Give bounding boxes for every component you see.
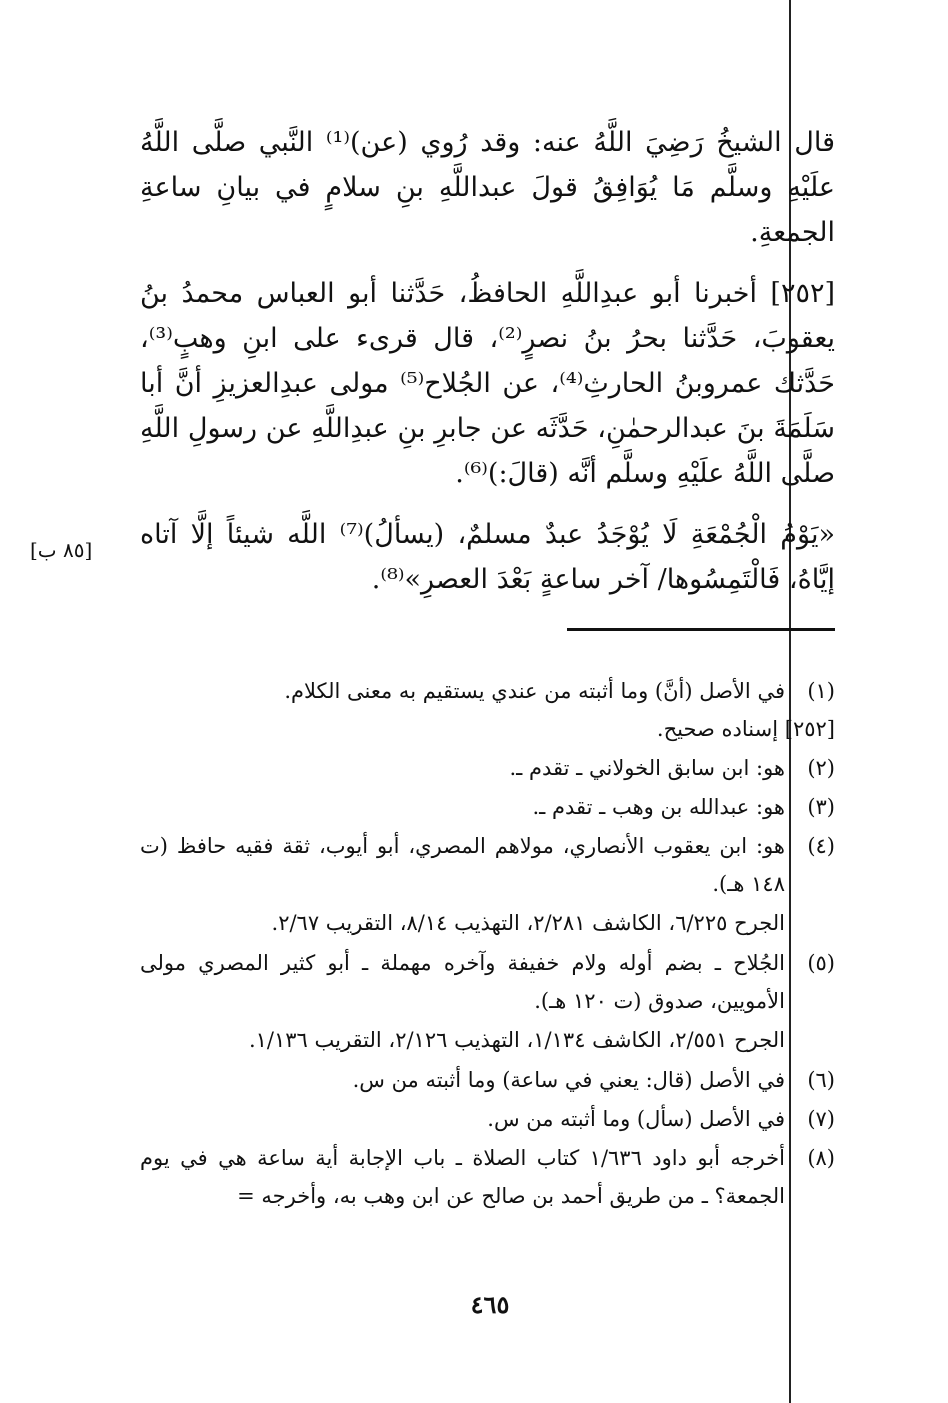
footnote-4 [140, 827, 835, 903]
footnote-7 [140, 1100, 835, 1138]
footnote-separator [567, 628, 835, 631]
footnote-text: هو: ابن سابق الخولاني ـ تقدم ـ. [509, 756, 785, 780]
footnote-text: هو: عبدالله بن وهب ـ تقدم ـ. [532, 795, 785, 819]
footnote-text: في الأصل (سأل) وما أثبته من س. [487, 1107, 785, 1131]
footnote-number: (٢) [807, 756, 835, 780]
footnote-1 [140, 672, 835, 710]
margin-folio-note: [٨٥ ب] [30, 538, 93, 562]
footnote-text: في الأصل (قال: يعني في ساعة) وما أثبته من س. [352, 1068, 785, 1092]
footnote-text: أخرجه أبو داود ١/٦٣٦ كتاب الصلاة ـ باب الإجابة أية ساعة هي في يوم الجمعة؟ ـ من طريق أحمد بن صالح عن ابن وهب به، وأخرجه = [140, 1146, 785, 1208]
footnotes [140, 672, 835, 1216]
footnote-text: هو: ابن يعقوب الأنصاري، مولاهم المصري، أبو أيوب، ثقة فقيه حافظ (ت ١٤٨ هـ). [140, 834, 785, 896]
footnote-4-references: الجرح ٦/٢٢٥، الكاشف ٢/٢٨١، التهذيب ٨/١٤، التقريب ٢/٦٧. [271, 911, 785, 935]
footnote-number: (٦) [807, 1068, 835, 1092]
footnote-3 [140, 788, 835, 826]
footnote-text: الجُلاح ـ بضم أوله ولام خفيفة وآخره مهملة ـ أبو كثير المصري مولى الأمويين، صدوق (ت ١٢٠ هـ). [140, 951, 785, 1013]
footnote-number: (٥) [807, 951, 835, 975]
footnote-5-references: الجرح ٢/٥٥١، الكاشف ١/١٣٤، التهذيب ٢/١٢٦، التقريب ١/١٣٦. [248, 1028, 785, 1052]
footnote-8 [140, 1139, 835, 1215]
footnote-number: (١) [807, 679, 835, 703]
footnote-text: في الأصل (أنَّ) وما أثبته من عندي يستقيم به معنى الكلام. [284, 679, 785, 703]
page-number: ٤٦٥ [470, 1290, 510, 1319]
intro-paragraph: قال الشيخُ رَضِيَ اللَّهُ عنه: وقد رُوي (عن)⁽¹⁾ النَّبي صلَّى اللَّهُ علَيْهِ وسلَّم مَا يُوَافِقُ قولَ عبداللَّهِ بنِ سلامٍ في بيانِ ساعةِ الجمعةِ. [140, 127, 835, 248]
footnote-2 [140, 749, 835, 787]
main-text [140, 120, 835, 618]
hadith-grade: [٢٥٢] إسناده صحيح. [656, 717, 835, 741]
footnote-number: (٨) [807, 1146, 835, 1170]
hadith-chain-paragraph: [٢٥٢] أخبرنا أبو عبدِاللَّهِ الحافظُ، حَدَّثنا أبو العباس محمدُ بنُ يعقوبَ، حَدَّثنا بحرُ بنُ نصرٍ⁽²⁾، قال قرىء على ابنِ وهبٍ⁽³⁾، حَدَّثك عمروبنُ الحارثِ⁽⁴⁾، عن الجُلاح⁽⁵⁾ مولى عبدِالعزيزِ أنَّ أبا سَلَمَةَ بنَ عبدالرحمٰنِ، حَدَّثَه عن جابرِ بنِ عبدِاللَّهِ عن رسولِ اللَّهِ صلَّى اللَّهُ علَيْهِ وسلَّم أنَّه (قالَ:)⁽⁶⁾. [140, 278, 835, 489]
footnote-5 [140, 944, 835, 1020]
footnote-number: (٧) [807, 1107, 835, 1131]
footnote-number: (٣) [807, 795, 835, 819]
footnote-6 [140, 1061, 835, 1099]
hadith-text-paragraph: «يَوْمُ الْجُمْعَةِ لَا يُوْجَدُ عبدٌ مسلمٌ، (يسألُ)⁽⁷⁾ اللَّه شيئاً إلَّا آتاه إيَّاهُ، فَالْتَمِسُوها/ آخر ساعةٍ بَعْدَ العصرِ»⁽⁸⁾. [140, 519, 835, 595]
footnote-number: (٤) [807, 834, 835, 858]
